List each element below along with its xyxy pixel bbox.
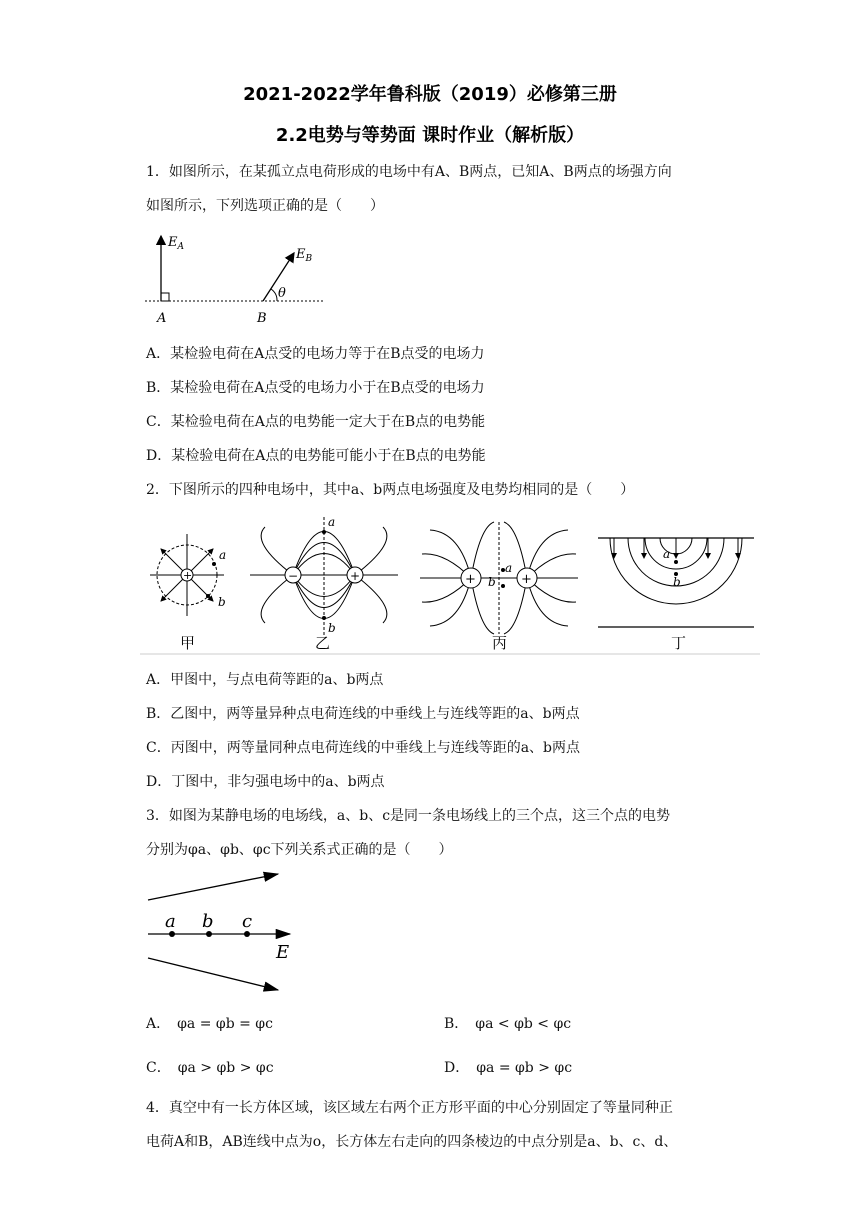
q2-four-field-figures — [140, 512, 760, 657]
q1-label-b: B — [257, 311, 267, 326]
bing-label-a: a — [505, 561, 513, 575]
panel-caption-yi: 乙 — [315, 634, 331, 652]
q2-option-d: D．丁图中，非匀强电场中的a、b两点 — [146, 774, 385, 790]
document-title: 2021-2022学年鲁科版（2019）必修第三册 — [243, 84, 617, 105]
q1-label-a: A — [157, 311, 167, 326]
panel-ding-nonuniform-field — [598, 538, 754, 627]
q1-option-d: D．某检验电荷在A点的电势能可能小于在B点的电势能 — [146, 448, 486, 464]
bing-label-b: b — [488, 575, 496, 589]
q1-option-c: C．某检验电荷在A点的电势能一定大于在B点的电势能 — [146, 414, 486, 430]
q1-option-b: B．某检验电荷在A点受的电场力小于在B点受的电场力 — [146, 380, 485, 396]
q3-option-d: D． φa = φb > φc — [444, 1060, 573, 1076]
jia-label-b: b — [218, 595, 226, 609]
svg-text:+: + — [183, 569, 193, 582]
q3-option-a: A． φa = φb = φc — [146, 1016, 273, 1032]
q3-label-e: E — [276, 942, 290, 963]
panel-caption-jia: 甲 — [180, 634, 196, 652]
q4-stem-line1: 4．真空中有一长方体区域，该区域左右两个正方形平面的中心分别固定了等量同种正 — [146, 1100, 673, 1116]
q2-option-c: C．丙图中，两等量同种点电荷连线的中垂线上与连线等距的a、b两点 — [146, 740, 581, 756]
yi-label-b: b — [328, 621, 336, 635]
q2-stem: 2．下图所示的四种电场中，其中a、b两点电场强度及电势均相同的是（ ） — [146, 482, 635, 498]
q3-label-b: b — [202, 911, 214, 932]
q1-field-figure — [140, 228, 330, 328]
ding-label-a: a — [663, 547, 671, 561]
svg-text:+: + — [350, 569, 361, 583]
svg-text:+: + — [521, 572, 532, 587]
q1-stem-line2: 如图所示，下列选项正确的是（ ） — [146, 198, 384, 214]
panel-caption-ding: 丁 — [671, 634, 687, 652]
q3-stem-line2: 分别为φa、φb、φc下列关系式正确的是（ ） — [146, 842, 453, 858]
q1-label-ea: $E_A$ — [168, 235, 184, 252]
q1-right-angle-mark — [161, 293, 169, 301]
ding-label-b: b — [673, 575, 681, 589]
q3-field-lines-figure — [140, 866, 300, 996]
q1-label-theta: θ — [278, 286, 286, 301]
panel-jia-point-charge — [150, 534, 226, 616]
q2-option-b: B．乙图中，两等量异种点电荷连线的中垂线上与连线等距的a、b两点 — [146, 706, 580, 722]
q1-label-eb: $E_B$ — [296, 247, 313, 264]
q1-angle-arc — [271, 289, 277, 301]
q4-stem-line2: 电荷A和B，AB连线中点为o，长方体左右走向的四条棱边的中点分别是a、b、c、d、 — [146, 1134, 678, 1150]
document-subtitle: 2.2电势与等势面 课时作业（解析版） — [275, 125, 585, 146]
q3-option-c: C． φa > φb > φc — [146, 1060, 274, 1076]
q3-lower-field-line — [148, 958, 278, 990]
panel-bing-like-charges — [420, 522, 578, 634]
q3-upper-field-line — [148, 874, 278, 900]
q1-stem-line1: 1．如图所示，在某孤立点电荷形成的电场中有A、B两点，已知A、B两点的场强方向 — [146, 164, 672, 180]
q1-option-a: A．某检验电荷在A点受的电场力等于在B点受的电场力 — [146, 346, 485, 362]
q3-option-b: B． φa < φb < φc — [444, 1016, 572, 1032]
q2-option-a: A．甲图中，与点电荷等距的a、b两点 — [146, 672, 384, 688]
panel-caption-bing: 丙 — [492, 634, 508, 652]
yi-label-a: a — [328, 515, 336, 529]
panel-yi-opposite-charges — [250, 515, 398, 636]
q3-stem-line1: 3．如图为某静电场的电场线，a、b、c是同一条电场线上的三个点，这三个点的电势 — [146, 808, 671, 824]
svg-text:−: − — [288, 569, 299, 583]
q3-label-c: c — [242, 911, 253, 932]
svg-text:+: + — [465, 572, 476, 587]
jia-label-a: a — [219, 548, 227, 562]
q3-label-a: a — [165, 911, 176, 932]
